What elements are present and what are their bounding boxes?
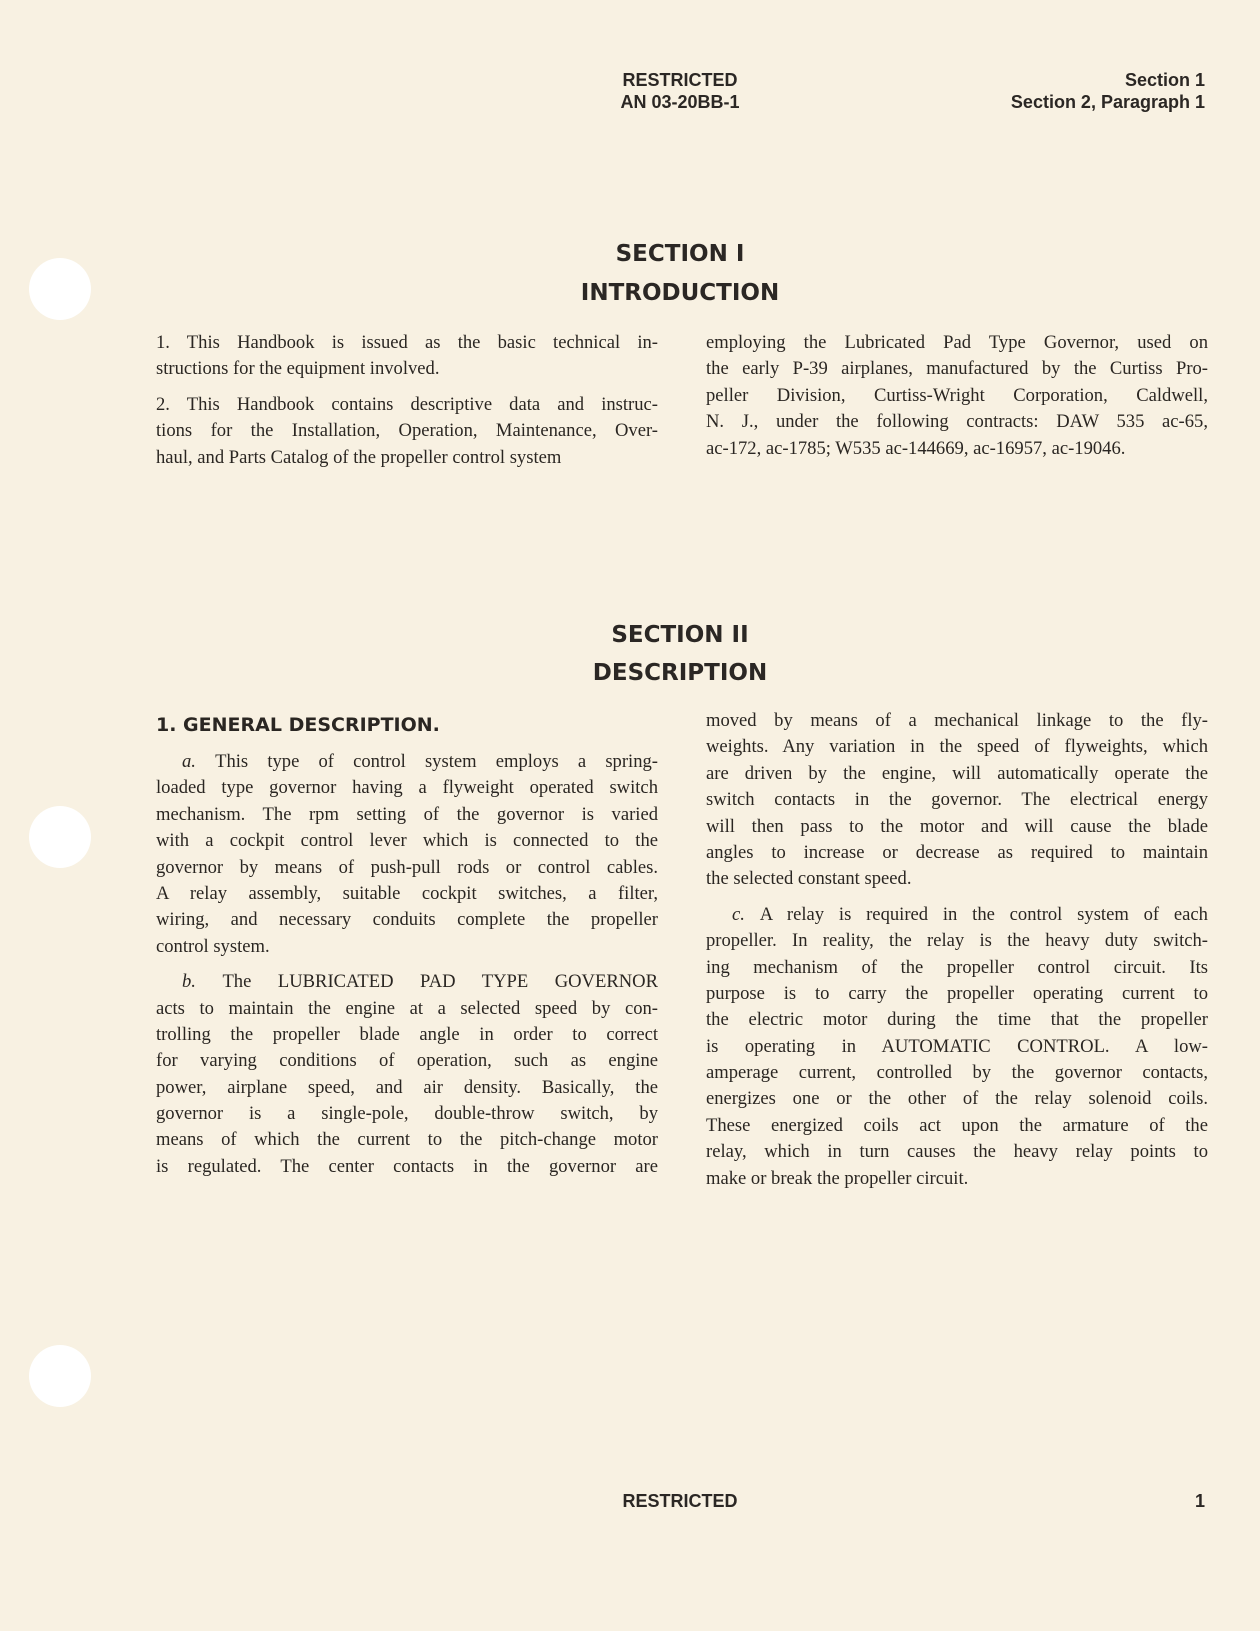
text-line: is regulated. The center contacts in the governor are	[156, 1155, 658, 1177]
section2-title: SECTION II	[611, 622, 749, 648]
text-line: tions for the Installation, Operation, Maintenance, Over-	[156, 420, 658, 442]
section2-right-column	[706, 708, 1208, 1201]
text-line: A relay assembly, suitable cockpit switches, a filter,	[156, 882, 658, 904]
text-line: means of which the current to the pitch-change motor	[156, 1129, 658, 1151]
section1-right-column	[706, 330, 1208, 471]
text-line: amperage current, controlled by the governor contacts,	[706, 1062, 1208, 1084]
document-number: AN 03-20BB-1	[620, 92, 740, 112]
text-line: weights. Any variation in the speed of flyweights, which	[706, 736, 1208, 758]
text-line: ac-172, ac-1785; W535 ac-144669, ac-16957, ac-19046.	[706, 437, 1126, 459]
text-line: propeller. In reality, the relay is the heavy duty switch-	[706, 930, 1208, 952]
text-line: a. This type of control system employs a spring-	[182, 751, 659, 772]
text-line: mechanism. The rpm setting of the governor is varied	[156, 803, 658, 825]
page-number: 1	[1194, 1491, 1205, 1511]
text-line: c. A relay is required in the control system of each	[732, 903, 1208, 925]
text-line: the electric motor during the time that the propeller	[706, 1009, 1208, 1031]
text-line: loaded type governor having a flyweight operated switch	[156, 777, 658, 799]
text-line: trolling the propeller blade angle in order to correct	[156, 1023, 658, 1045]
punch-hole	[29, 806, 91, 868]
text-line: the selected constant speed.	[706, 868, 912, 890]
text-line: wiring, and necessary conduits complete the propeller	[156, 909, 658, 931]
header-center	[600, 69, 760, 113]
text-line: employing the Lubricated Pad Type Governor, used on	[706, 332, 1208, 353]
text-line: These energized coils act upon the armature of the	[706, 1114, 1208, 1136]
paragraph-label: a.	[182, 751, 216, 772]
punch-hole	[29, 1345, 91, 1407]
text-line: 1. This Handbook is issued as the basic technical in-	[156, 332, 658, 353]
text-line: governor by means of push-pull rods or control cables.	[156, 856, 658, 878]
paragraph-label: b.	[182, 971, 223, 993]
general-description-heading: 1. GENERAL DESCRIPTION.	[156, 714, 440, 736]
text-line: control system.	[156, 935, 270, 957]
section-ref: Section 1	[1124, 70, 1205, 90]
section2-subtitle: DESCRIPTION	[592, 660, 768, 686]
section1-left-column	[156, 330, 658, 480]
paragraph-label: c.	[732, 903, 760, 925]
text-line: b. The LUBRICATED PAD TYPE GOVERNOR	[182, 971, 658, 993]
text-line: switch contacts in the governor. The electrical energy	[706, 789, 1208, 811]
classification: RESTRICTED	[622, 70, 738, 90]
text-line: N. J., under the following contracts: DAW 535 ac-65,	[706, 411, 1208, 433]
text-line: peller Division, Curtiss-Wright Corporation, Caldwell,	[706, 384, 1208, 406]
text-line: for varying conditions of operation, such as engine	[156, 1050, 658, 1072]
text-line: relay, which in turn causes the heavy relay points to	[706, 1141, 1208, 1163]
text-line: angles to increase or decrease as required to maintain	[706, 841, 1208, 863]
text-line: governor is a single-pole, double-throw switch, by	[156, 1103, 658, 1125]
text-line: purpose is to carry the propeller operating current to	[706, 982, 1208, 1004]
text-line: ing mechanism of the propeller control circuit. Its	[706, 956, 1208, 978]
paragraph-ref: Section 2, Paragraph 1	[1010, 92, 1205, 112]
text-line: with a cockpit control lever which is connected to the	[156, 830, 658, 852]
text-line: energizes one or the other of the relay solenoid coils.	[706, 1088, 1208, 1110]
text-line: 2. This Handbook contains descriptive data and instruc-	[156, 393, 658, 415]
text-line: the early P-39 airplanes, manufactured by the Curtiss Pro-	[706, 358, 1208, 380]
text-line: acts to maintain the engine at a selected speed by con-	[156, 997, 658, 1019]
section1-title: SECTION I	[615, 241, 745, 267]
text-line: structions for the equipment involved.	[156, 358, 440, 380]
text-line: make or break the propeller circuit.	[706, 1167, 969, 1189]
section1-subtitle: INTRODUCTION	[580, 280, 780, 306]
text-line: moved by means of a mechanical linkage to the fly-	[706, 710, 1208, 731]
footer-classification: RESTRICTED	[622, 1491, 738, 1511]
text-line: power, airplane speed, and air density. Basically, the	[156, 1076, 658, 1098]
section2-left-column	[156, 710, 658, 1189]
text-line: haul, and Parts Catalog of the propeller control system	[156, 446, 562, 468]
header-right	[1011, 69, 1205, 113]
text-line: is operating in AUTOMATIC CONTROL. A low-	[706, 1035, 1208, 1057]
text-line: will then pass to the motor and will cause the blade	[706, 815, 1208, 837]
text-line: are driven by the engine, will automatically operate the	[706, 762, 1208, 784]
